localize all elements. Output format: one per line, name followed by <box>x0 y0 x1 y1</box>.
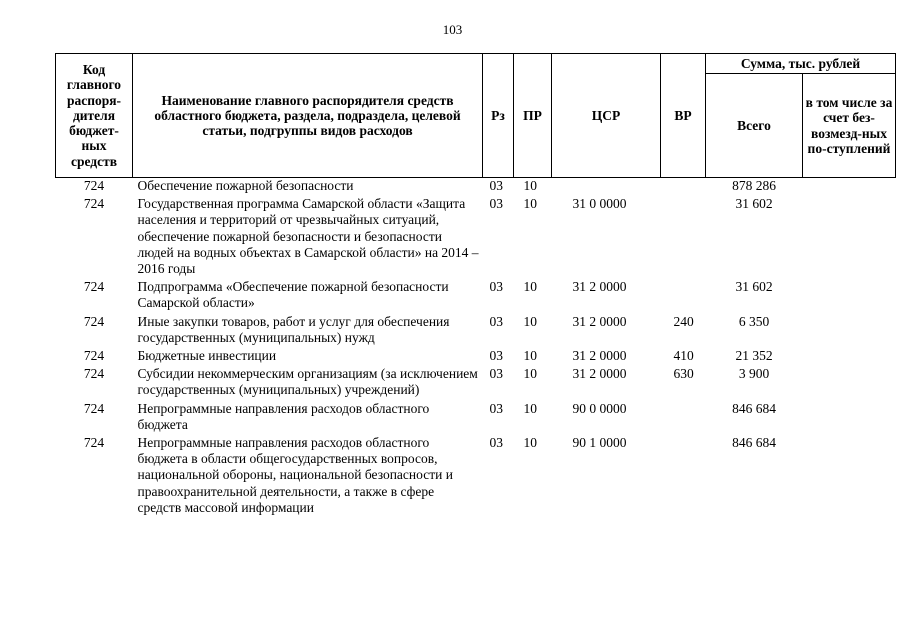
cell-pr: 10 <box>523 435 537 451</box>
cell-pr: 10 <box>523 366 537 382</box>
cell-rz: 03 <box>489 313 503 329</box>
cell-code: 724 <box>83 196 105 212</box>
cell-pr: 10 <box>523 178 537 193</box>
cell-vr <box>661 401 706 435</box>
header-pr: ПР <box>514 54 552 178</box>
cell-pr: 10 <box>523 196 537 212</box>
budget-table <box>55 53 896 518</box>
cell-name: Подпрограмма «Обеспечение пожарной безопасности Самарской области» <box>137 279 449 311</box>
cell-total: 3 900 <box>738 366 770 382</box>
cell-rz: 03 <box>489 435 503 451</box>
cell-incl <box>803 366 896 400</box>
cell-vr <box>661 178 706 197</box>
header-incl: в том числе за счет без-возмезд-ных по-ступлений <box>803 74 896 178</box>
table-body <box>56 178 896 519</box>
header-name: Наименование главного распорядителя средств областного бюджета, раздела, подраздела, целевой статьи, подгруппы видов расходов <box>133 54 483 178</box>
cell-vr: 630 <box>673 366 694 382</box>
cell-rz: 03 <box>489 366 503 382</box>
cell-rz: 03 <box>489 348 503 364</box>
cell-vr <box>661 279 706 313</box>
cell-incl <box>803 401 896 435</box>
cell-rz: 03 <box>489 400 503 416</box>
header-rz: Рз <box>483 54 514 178</box>
cell-name: Непрограммные направления расходов областного бюджета в области общегосударственных вопросов, национальной обороны, национальной безопасности и правоохранительной деятельности, а также в сфере средств массовой информации <box>137 435 453 515</box>
cell-vr: 240 <box>673 313 694 329</box>
table-row <box>56 401 896 435</box>
cell-incl <box>803 279 896 313</box>
table-row <box>56 348 896 366</box>
table-header <box>56 54 896 178</box>
header-vr: ВР <box>661 54 706 178</box>
table-row <box>56 435 896 518</box>
cell-incl <box>803 435 896 518</box>
cell-code: 724 <box>83 348 105 364</box>
cell-csr: 31 2 0000 <box>572 348 627 364</box>
cell-rz: 03 <box>489 196 503 212</box>
cell-code: 724 <box>83 366 105 382</box>
cell-name: Бюджетные инвестиции <box>137 348 277 364</box>
cell-pr: 10 <box>523 348 537 364</box>
cell-code: 724 <box>83 313 105 329</box>
cell-csr: 31 2 0000 <box>572 313 627 329</box>
cell-total: 846 684 <box>732 400 776 416</box>
header-total: Всего <box>706 74 803 178</box>
cell-pr: 10 <box>523 400 537 416</box>
cell-vr <box>661 196 706 279</box>
cell-name: Иные закупки товаров, работ и услуг для обеспечения государственных (муниципальных) нужд <box>137 313 450 345</box>
cell-code: 724 <box>83 178 105 193</box>
header-code: Код главного распоря-дителя бюджет-ных средств <box>56 54 133 178</box>
cell-csr: 31 2 0000 <box>572 279 627 295</box>
cell-name: Обеспечение пожарной безопасности <box>137 178 354 193</box>
cell-incl <box>803 348 896 366</box>
cell-csr <box>552 178 661 197</box>
header-sum: Сумма, тыс. рублей <box>706 54 896 74</box>
cell-total: 846 684 <box>732 435 776 451</box>
cell-name: Субсидии некоммерческим организациям (за исключением государственных (муниципальных) учреждений) <box>137 366 478 398</box>
cell-vr <box>661 435 706 518</box>
cell-name: Государственная программа Самарской области «Защита населения и территорий от чрезвычайных ситуаций, обеспечение пожарной безопасности и безопасности людей на водных объектах в Самарской области» на 2014 – 2016 годы <box>137 196 479 277</box>
table-row <box>56 279 896 313</box>
cell-rz: 03 <box>489 178 503 193</box>
cell-csr: 31 0 0000 <box>572 196 627 212</box>
table-row <box>56 196 896 279</box>
table-row <box>56 366 896 400</box>
cell-total: 6 350 <box>738 313 770 329</box>
cell-code: 724 <box>83 435 105 451</box>
cell-incl <box>803 178 896 197</box>
cell-csr: 90 0 0000 <box>572 400 627 416</box>
cell-total: 31 602 <box>735 196 773 212</box>
cell-name: Непрограммные направления расходов областного бюджета <box>137 400 430 432</box>
cell-code: 724 <box>83 400 105 416</box>
table-row <box>56 314 896 348</box>
cell-pr: 10 <box>523 279 537 295</box>
cell-total: 878 286 <box>732 178 776 193</box>
cell-rz: 03 <box>489 279 503 295</box>
cell-code: 724 <box>83 279 105 295</box>
cell-incl <box>803 314 896 348</box>
cell-csr: 31 2 0000 <box>572 366 627 382</box>
cell-csr: 90 1 0000 <box>572 435 627 451</box>
cell-vr: 410 <box>673 348 694 364</box>
cell-total: 31 602 <box>735 279 773 295</box>
cell-pr: 10 <box>523 313 537 329</box>
page-number: 103 <box>442 22 463 37</box>
cell-total: 21 352 <box>735 348 773 364</box>
table-row <box>56 178 896 197</box>
cell-incl <box>803 196 896 279</box>
header-csr: ЦСР <box>552 54 661 178</box>
